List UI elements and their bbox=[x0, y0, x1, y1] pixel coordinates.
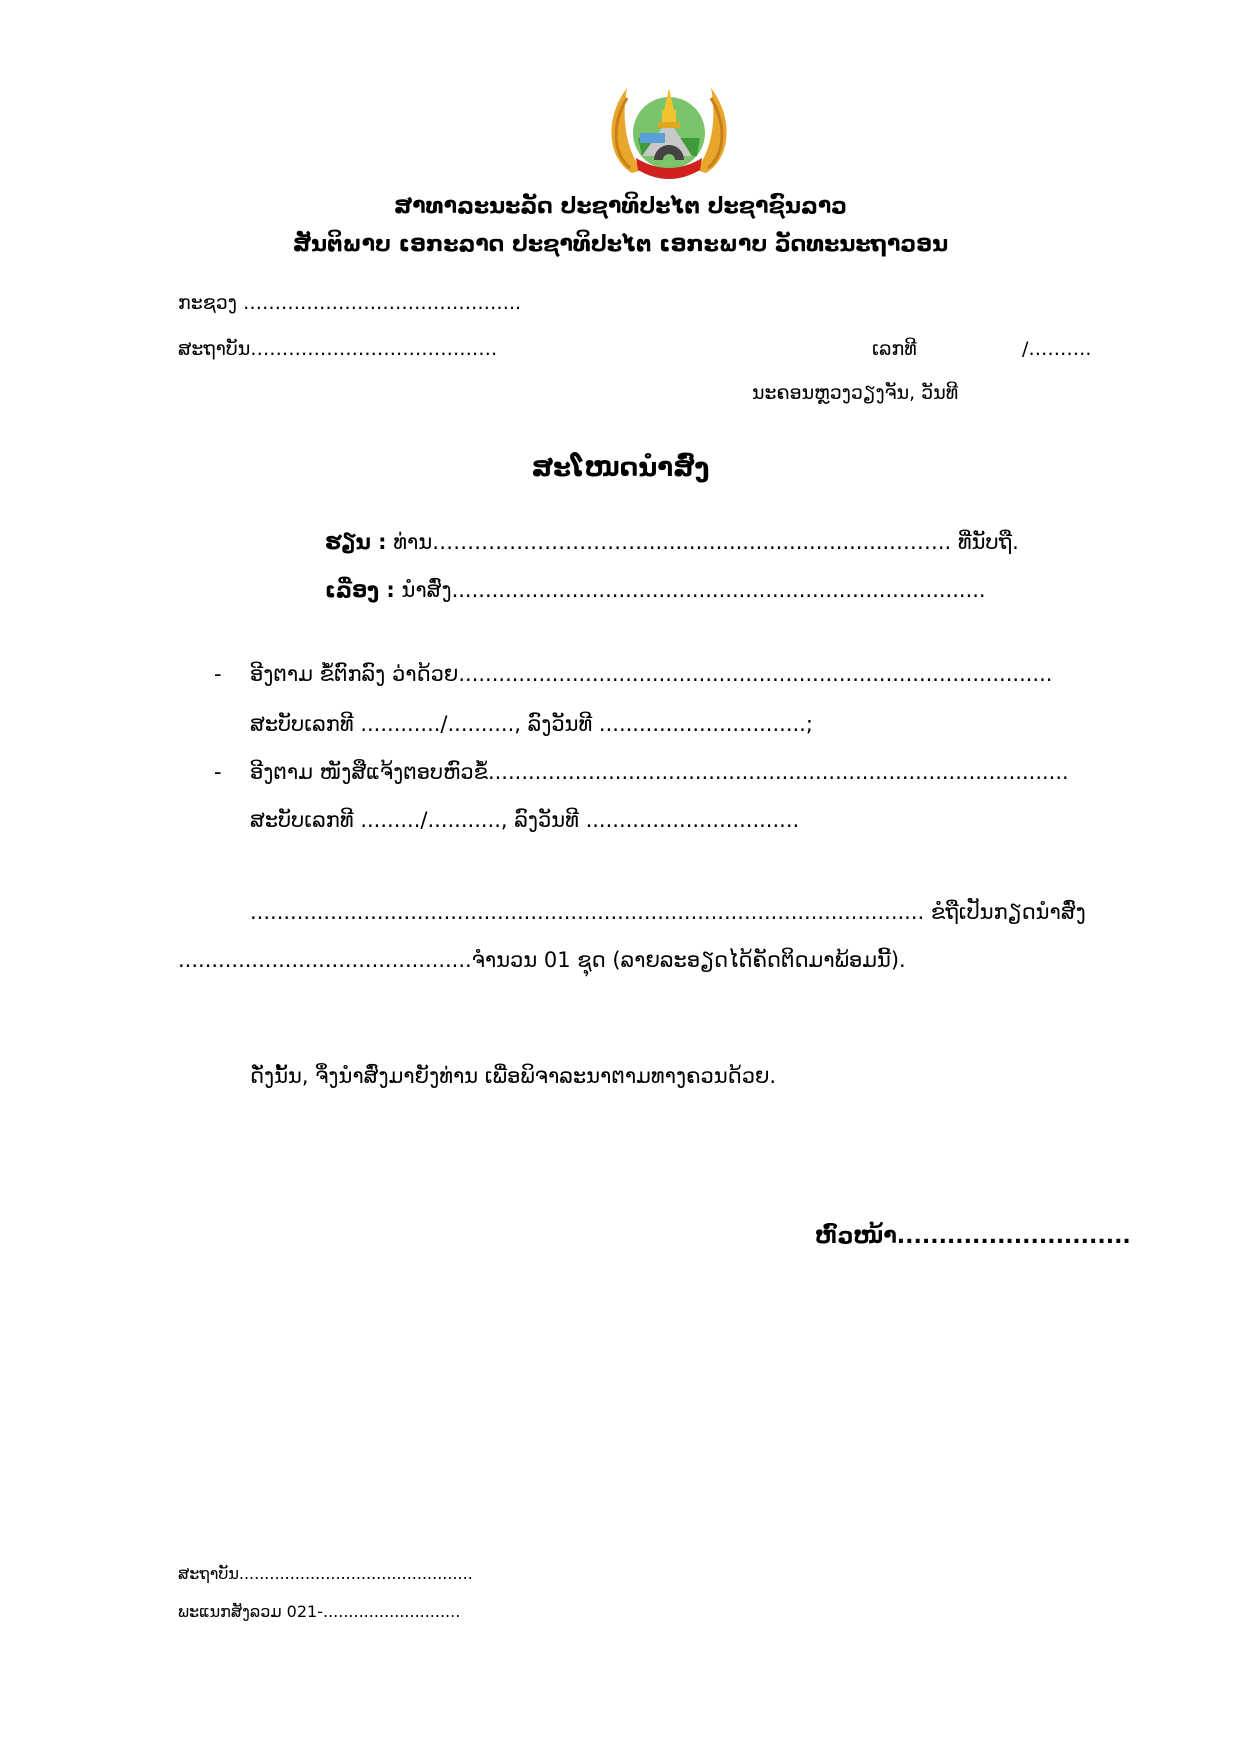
ref-2-dash: - bbox=[214, 760, 222, 784]
body-paragraph-2: ດັ່ງນັ້ນ, ຈຶ່ງນຳສົ່ງມາຍັງທ່ານ ເພື່ອພິຈາລະນາຕາມທາງຄວນດ້ວຍ. bbox=[250, 1064, 777, 1088]
body-paragraph-1-line-1: ..................................................................................................... ຂໍຖືເປັນກຽດນຳສົ່ງ bbox=[250, 900, 1086, 924]
header-line-1: ສາທາລະນະລັດ ປະຊາທິປະໄຕ ປະຊາຊົນລາວ bbox=[394, 194, 847, 219]
number-value: /………. bbox=[1022, 338, 1092, 360]
footer-department: ພະແນກສັງລວມ 021-........................... bbox=[178, 1602, 461, 1621]
national-emblem-icon bbox=[602, 78, 736, 190]
subject-line bbox=[325, 578, 986, 602]
ministry-line: ກະຊວງ …………………………………….. bbox=[178, 292, 522, 314]
ref-1-line-1: ອີງຕາມ ຂໍ້ຕົກລົງ ວ່າດ້ວຍ......................................................................................... bbox=[250, 662, 1053, 686]
ref-1-line-2: ສະບັບເລກທີ ............/.........., ລົງວັນທີ ...............................; bbox=[250, 712, 813, 736]
institute-line: ສະຖາບັນ………………………………… bbox=[178, 338, 498, 360]
ref-2-line-2: ສະບັບເລກທີ ........./..........., ລົງວັນທີ ................................ bbox=[250, 808, 800, 832]
header-line-2: ສັນຕິພາບ ເອກະລາດ ປະຊາທິປະໄຕ ເອກະພາບ ວັດທະນະຖາວອນ bbox=[292, 232, 949, 257]
subject-text: ນຳສົ່ງ................................................................................ bbox=[401, 578, 986, 602]
to-label: ຮຽນ : bbox=[325, 530, 387, 554]
ref-1-dash: - bbox=[214, 662, 222, 686]
place-date: ນະຄອນຫຼວງວຽງຈັນ, ວັນທີ bbox=[752, 382, 959, 404]
subject-label: ເລື່ອງ : bbox=[325, 578, 395, 602]
footer-institute: ສະຖາບັນ.............................................. bbox=[178, 1564, 473, 1583]
to-text: ທ່ານ…………………………......................................…….. ທີ່ນັບຖື. bbox=[393, 530, 1019, 554]
document-title: ສະໂໜດນຳສົ່ງ bbox=[531, 453, 710, 483]
signature-line: ຫົວໜ້າ............................ bbox=[815, 1224, 1131, 1249]
number-label: ເລກທີ bbox=[872, 338, 917, 360]
addressee-line bbox=[325, 530, 1019, 554]
ref-2-line-1: ອີງຕາມ ໜັງສືແຈ້ງຕອບຫົວຂໍ້....................................................................................... bbox=[250, 760, 1069, 784]
body-paragraph-1-line-2: ............................................ຈຳນວນ 01 ຊຸດ (ລາຍລະອຽດໄດ້ຄັດຕິດມາພ້ອມນີ້). bbox=[178, 948, 906, 972]
